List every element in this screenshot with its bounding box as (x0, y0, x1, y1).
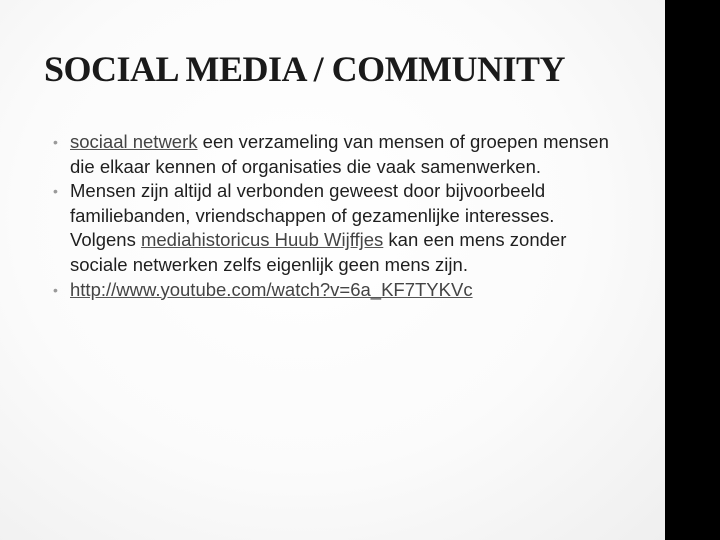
bullet-text: een verzameling van mensen of groepen mensen die elkaar kennen of organisaties die vaak samenwerken. (70, 131, 609, 177)
bullet-dot-icon: • (53, 281, 58, 298)
bullet-dot-icon: • (53, 134, 58, 150)
bullet-item-3 (50, 278, 620, 303)
bullet-text: Mensen zijn altijd al verbonden geweest door bijvoorbeeld familiebanden, vriendschappen of gezamenlijke interesses. Volgens (70, 180, 555, 251)
bullet-text: kan een mens zonder sociale netwerken zelfs eigenlijk geen mens zijn. (70, 229, 567, 275)
bullet-dot-icon: • (53, 183, 58, 200)
right-frame-bar (665, 0, 720, 540)
bullet-item-2 (50, 179, 620, 277)
bullet-list (50, 130, 620, 302)
sociaal-netwerk-link[interactable]: sociaal netwerk (70, 131, 198, 152)
youtube-link[interactable]: http://www.youtube.com/watch?v=6a_KF7TYKVc (70, 278, 473, 300)
slide-title: SOCIAL MEDIA / COMMUNITY (44, 49, 566, 89)
mediahistoricus-link[interactable]: mediahistoricus Huub Wijffjes (140, 229, 384, 251)
bullet-item-1 (50, 130, 620, 179)
